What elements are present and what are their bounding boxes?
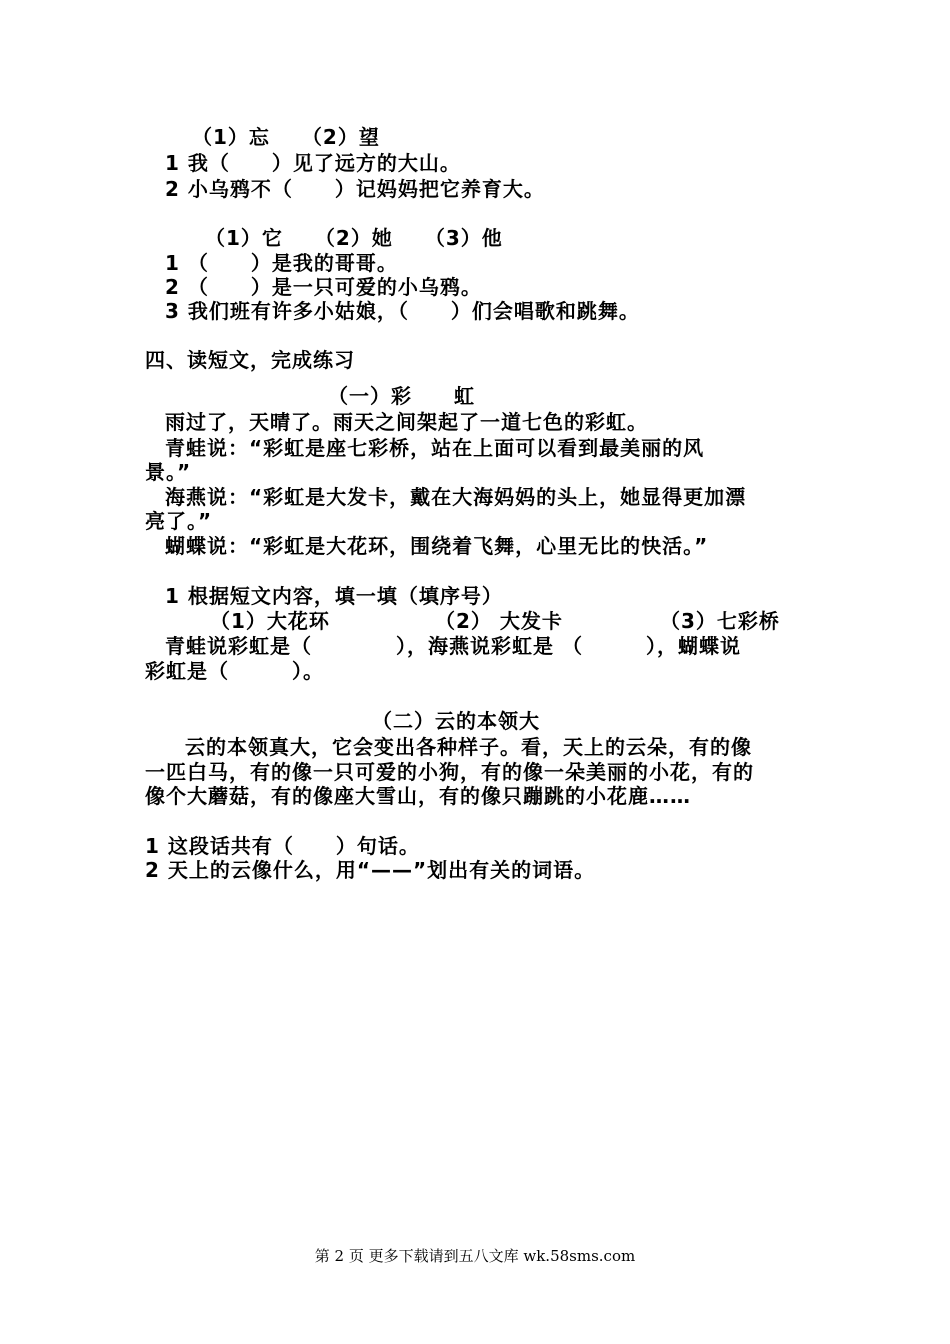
passage-line: 云的本领真大，它会变出各种样子。看，天上的云朵，有的像	[185, 735, 752, 759]
passage-line: 青蛙说：“彩虹是座七彩桥，站在上面可以看到最美丽的风	[165, 436, 705, 460]
passage-line: 亮了。”	[145, 509, 213, 533]
answer-option: （2） 大发卡	[435, 609, 563, 633]
passage-line: 蝴蝶说：“彩虹是大花环，围绕着飞舞，心里无比的快活。”	[165, 534, 709, 558]
answer-option: （3）七彩桥	[660, 609, 780, 633]
passage-title: （二）云的本领大	[372, 709, 540, 733]
passage-title: （一）彩 虹	[328, 384, 475, 408]
fill-in-line: 青蛙说彩虹是（ ），海燕说彩虹是 （ ），蝴蝶说	[165, 634, 741, 658]
word-choice-options: （1）忘 （2）望	[192, 125, 380, 149]
passage-line: 雨过了，天晴了。雨天之间架起了一道七色的彩虹。	[165, 410, 648, 434]
question-line: 1 （ ）是我的哥哥。	[165, 251, 398, 275]
section-heading: 四、读短文，完成练习	[145, 348, 355, 372]
question-line: 2 （ ）是一只可爱的小乌鸦。	[165, 275, 482, 299]
question-line: 2 小乌鸦不（ ）记妈妈把它养育大。	[165, 177, 545, 201]
question-line: 3 我们班有许多小姑娘，（ ）们会唱歌和跳舞。	[165, 299, 640, 323]
question-line: 1 这段话共有（ ）句话。	[145, 834, 420, 858]
page-footer: 第 2 页 更多下载请到五八文库 wk.58sms.com	[314, 1247, 636, 1265]
question-line: 1 我（ ）见了远方的大山。	[165, 151, 461, 175]
task-instruction: 1 根据短文内容，填一填（填序号）	[165, 584, 503, 608]
passage-line: 像个大蘑菇，有的像座大雪山，有的像只蹦跳的小花鹿……	[145, 784, 691, 808]
passage-line: 海燕说：“彩虹是大发卡，戴在大海妈妈的头上，她显得更加漂	[165, 485, 747, 509]
passage-line: 景。”	[145, 460, 192, 484]
question-line: 2 天上的云像什么，用“——”划出有关的词语。	[145, 858, 596, 882]
answer-option: （1）大花环	[210, 609, 330, 633]
pronoun-options: （1）它 （2）她 （3）他	[205, 226, 503, 250]
passage-line: 一匹白马，有的像一只可爱的小狗，有的像一朵美丽的小花，有的	[145, 760, 754, 784]
fill-in-line: 彩虹是（ ）。	[145, 659, 324, 683]
